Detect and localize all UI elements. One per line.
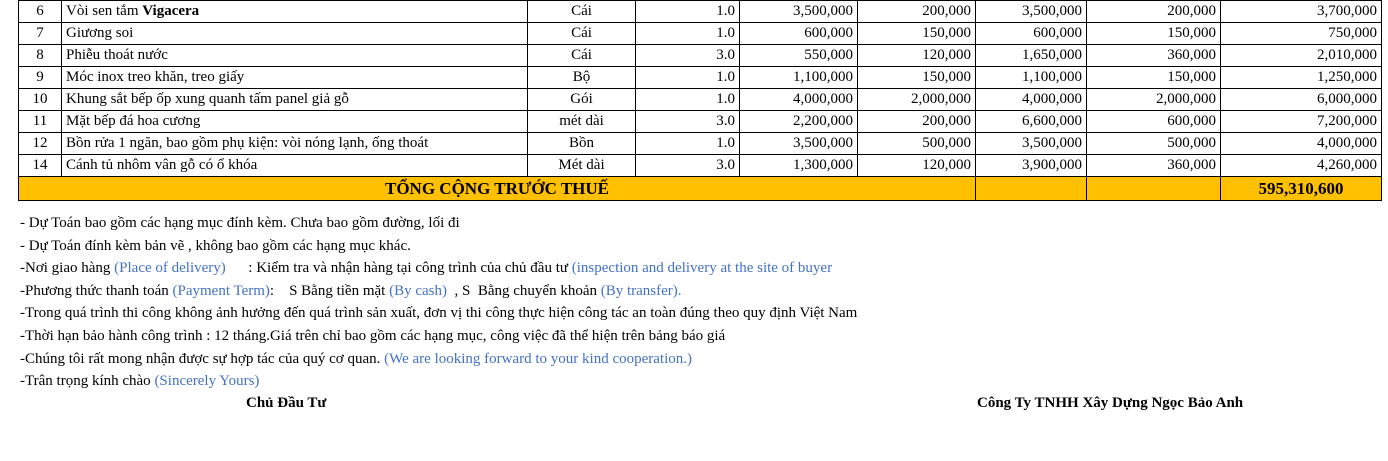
table-row: [19, 23, 1382, 45]
table-row: [19, 133, 1382, 155]
item-name: Giương soi: [62, 23, 528, 45]
item-cell: 1,100,000: [976, 67, 1087, 89]
note-text: , S Bằng chuyển khoản: [447, 282, 601, 299]
item-cell: 4,260,000: [1221, 155, 1382, 177]
item-cell: 3,500,000: [976, 1, 1087, 23]
table-row: [19, 111, 1382, 133]
note-delivery: [20, 257, 857, 280]
table-row: [19, 1, 1382, 23]
item-cell: 2,000,000: [858, 89, 976, 111]
note-text: -Trân trọng kính chào: [20, 373, 155, 390]
row-number: 14: [19, 155, 62, 177]
item-name-text: Vòi sen tắm: [66, 3, 143, 19]
note-line: -Thời hạn bảo hành công trình : 12 tháng.Giá trên chỉ bao gồm các hạng mục, công việc đã thể hiện trên bảng báo giá: [20, 327, 726, 344]
item-unit: Gói: [528, 89, 636, 111]
row-number: 8: [19, 45, 62, 67]
note-english: (We are looking forward to your kind cooperation.): [384, 350, 693, 367]
item-name: Mặt bếp đá hoa cương: [62, 111, 528, 133]
item-cell: 200,000: [858, 111, 976, 133]
quote-table: [18, 0, 1382, 201]
item-name: Cánh tủ nhôm vân gỗ có ổ khóa: [62, 155, 528, 177]
item-name: [62, 1, 528, 23]
table-row: [19, 45, 1382, 67]
total-value: 595,310,600: [1221, 177, 1382, 201]
item-cell: 600,000: [740, 23, 858, 45]
item-cell: 150,000: [1087, 67, 1221, 89]
note-english: (Payment Term): [172, 282, 270, 299]
item-cell: 550,000: [740, 45, 858, 67]
note-line: -Trong quá trình thi công không ảnh hưởng đến quá trình sản xuất, đơn vị thi công thực hiện công tác an toàn đúng theo quy định Việt Nam: [20, 305, 858, 322]
item-cell: 3,500,000: [976, 133, 1087, 155]
item-name: Khung sắt bếp ốp xung quanh tấm panel giả gỗ: [62, 89, 528, 111]
note-regards: [20, 370, 857, 393]
note-line: - Dự Toán bao gồm các hạng mục đính kèm. Chưa bao gồm đường, lối đi: [20, 215, 460, 231]
row-number: 9: [19, 67, 62, 89]
signature-company: Công Ty TNHH Xây Dựng Ngọc Bảo Anh: [977, 395, 1244, 411]
item-cell: 4,000,000: [740, 89, 858, 111]
item-cell: 150,000: [858, 67, 976, 89]
item-cell: 6,000,000: [1221, 89, 1382, 111]
item-cell: 1,250,000: [1221, 67, 1382, 89]
item-cell: 120,000: [858, 45, 976, 67]
item-unit: mét dài: [528, 111, 636, 133]
item-qty: 1.0: [636, 89, 740, 111]
item-qty: 3.0: [636, 111, 740, 133]
item-cell: 500,000: [858, 133, 976, 155]
row-number: 10: [19, 89, 62, 111]
item-cell: 200,000: [1087, 1, 1221, 23]
item-cell: 2,200,000: [740, 111, 858, 133]
item-cell: 6,600,000: [976, 111, 1087, 133]
total-label: TỔNG CỘNG TRƯỚC THUẾ: [19, 177, 976, 201]
item-cell: 7,200,000: [1221, 111, 1382, 133]
item-qty: 1.0: [636, 23, 740, 45]
note-english: (By transfer).: [600, 282, 682, 299]
item-brand: Vigacera: [142, 3, 200, 19]
item-name: Móc inox treo khăn, treo giấy: [62, 67, 528, 89]
row-number: 7: [19, 23, 62, 45]
item-cell: 3,500,000: [740, 1, 858, 23]
table-row: [19, 89, 1382, 111]
item-name: Phiễu thoát nước: [62, 45, 528, 67]
item-cell: 2,000,000: [1087, 89, 1221, 111]
item-unit: Mét dài: [528, 155, 636, 177]
note-english: (inspection and delivery at the site of buyer: [571, 260, 833, 277]
item-cell: 4,000,000: [976, 89, 1087, 111]
note-cooperation: [20, 348, 857, 371]
item-cell: 500,000: [1087, 133, 1221, 155]
total-empty-cell: [1087, 177, 1221, 201]
item-unit: Bộ: [528, 67, 636, 89]
item-name: Bồn rửa 1 ngăn, bao gồm phụ kiện: vòi nóng lạnh, ống thoát: [62, 133, 528, 155]
row-number: 6: [19, 1, 62, 23]
item-qty: 1.0: [636, 67, 740, 89]
item-qty: 3.0: [636, 45, 740, 67]
item-cell: 3,500,000: [740, 133, 858, 155]
item-cell: 1,300,000: [740, 155, 858, 177]
item-unit: Cái: [528, 23, 636, 45]
item-cell: 2,010,000: [1221, 45, 1382, 67]
total-empty-cell: [976, 177, 1087, 201]
note-text: : S Bằng tiền mặt: [269, 282, 390, 299]
item-cell: 1,650,000: [976, 45, 1087, 67]
table-row: [19, 155, 1382, 177]
item-cell: 4,000,000: [1221, 133, 1382, 155]
item-cell: 150,000: [858, 23, 976, 45]
item-qty: 3.0: [636, 155, 740, 177]
note-english: (By cash): [389, 282, 447, 299]
note-text: : Kiểm tra và nhận hàng tại công trình của chủ đầu tư: [225, 260, 572, 277]
item-cell: 360,000: [1087, 155, 1221, 177]
note-text: -Nơi giao hàng: [20, 260, 115, 277]
item-cell: 750,000: [1221, 23, 1382, 45]
note-line: - Dự Toán đính kèm bản vẽ , không bao gồm các hạng mục khác.: [20, 237, 411, 254]
table-row: [19, 67, 1382, 89]
note-text: -Chúng tôi rất mong nhận được sự hợp tác của quý cơ quan.: [20, 350, 385, 367]
item-unit: Cái: [528, 1, 636, 23]
note-payment: [20, 280, 857, 303]
note-text: -Phương thức thanh toán: [20, 282, 173, 299]
signature-investor: Chủ Đầu Tư: [246, 395, 327, 411]
item-cell: 360,000: [1087, 45, 1221, 67]
total-row: [19, 177, 1382, 201]
item-qty: 1.0: [636, 133, 740, 155]
item-cell: 200,000: [858, 1, 976, 23]
item-cell: 3,900,000: [976, 155, 1087, 177]
note-english: (Sincerely Yours): [154, 373, 260, 390]
item-cell: 1,100,000: [740, 67, 858, 89]
notes-section: [20, 212, 857, 393]
note-english: (Place of delivery): [114, 260, 226, 277]
item-unit: Bồn: [528, 133, 636, 155]
item-cell: 120,000: [858, 155, 976, 177]
item-cell: 3,700,000: [1221, 1, 1382, 23]
item-cell: 600,000: [1087, 111, 1221, 133]
item-unit: Cái: [528, 45, 636, 67]
row-number: 11: [19, 111, 62, 133]
item-cell: 150,000: [1087, 23, 1221, 45]
item-cell: 600,000: [976, 23, 1087, 45]
row-number: 12: [19, 133, 62, 155]
item-qty: 1.0: [636, 1, 740, 23]
quote-rows: [19, 1, 1382, 201]
